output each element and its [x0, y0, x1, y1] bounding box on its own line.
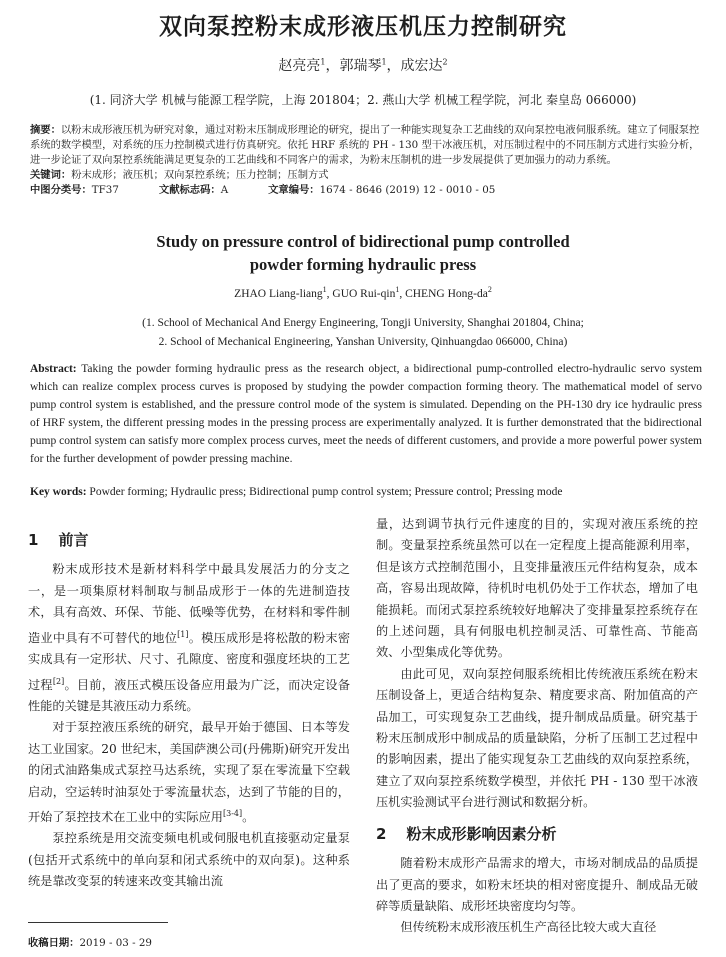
affiliation-en — [0, 314, 726, 352]
clc-label: 中图分类号： — [30, 184, 92, 196]
doc-code-value: A — [220, 184, 229, 196]
affiliation-en-line2: 2. School of Mechanical Engineering, Yanshan University, Qinhuangdao 066000, China) — [158, 336, 568, 348]
abstract-cn-label: 摘要： — [30, 124, 61, 136]
paragraph-text: 粉末成形技术是新材料科学中最具发展活力的分支之一，是一项集原材料制取与制品成形于一体的先进制造技术，具有高效、环保、节能、低噪等优势，在材料和零件制造业中具有不可替代的地位 — [28, 562, 350, 645]
abstract-cn-body — [30, 123, 700, 168]
author-cn: 赵亮亮 — [278, 58, 321, 74]
received-date — [28, 934, 152, 949]
abstract-cn — [30, 123, 700, 198]
keywords-en-label: Key words: — [30, 486, 87, 498]
paragraph: 由此可见，双向泵控伺服系统相比传统液压系统在粉末压制设备上，更适合结构复杂、精度要求高、附加值高的产品加工，可实现复杂工艺曲线，提升制成品质量。研究基于粉末压制成形中制成品的质量缺陷，分析了压制工艺过程中的影响因素，提出了能实现复杂工艺曲线的双向泵控系统，建立了双向泵控系统数学模型，并依托 PH - 130 型干冰液压机实验测试平台进行测试和数据分析。 — [376, 666, 698, 810]
paragraph: 量，达到调节执行元件速度的目的，实现对液压系统的控制。变量泵控系统虽然可以在一定程度上提高能源利用率，但是该方式控制范围小，且变排量液压元件结构复杂，成本高，容易出现故障，待机时电机仍处于工作状态，增加了电能损耗。而闭式泵控系统较好地解决了变排量泵控系统存在的上述问题，具有伺服电机控制灵活、可靠性高、节能高效、小型集成化等优势。 — [376, 517, 698, 660]
footnote-rule — [28, 922, 168, 923]
author-en: GUO Rui-qin — [332, 287, 396, 300]
keywords-en-text: Powder forming; Hydraulic press; Bidirectional pump control system; Pressure control; Pressing mode — [89, 486, 563, 498]
right-column — [376, 514, 698, 939]
section-number: 1 — [28, 531, 39, 549]
left-column — [28, 526, 350, 893]
abstract-en-label: Abstract: — [30, 363, 77, 375]
article-no-value: 1674 - 8646 (2019) 12 - 0010 - 05 — [319, 184, 496, 196]
paragraph — [28, 717, 350, 828]
received-value: 2019 - 03 - 29 — [79, 937, 152, 949]
authors-cn: 赵亮亮$^1$，郭瑞琴$^1$，成宏达$^2$ — [278, 57, 448, 74]
author-affil-sup: 1 — [320, 57, 326, 67]
paragraph-text: 。目前，液压式模压设备应用最为广泛，而决定设备性能的关键是其液压动力系统。 — [28, 677, 351, 713]
section-number: 2 — [376, 824, 387, 843]
clc-value: TF37 — [91, 184, 119, 196]
citation: [2] — [52, 676, 65, 686]
paragraph: 泵控系统是用交流变频电机或伺服电机直接驱动定量泵(包括开式系统中的单向泵和闭式系统中的双向泵)。这种系统是靠改变泵的转速来改变其输出流 — [28, 831, 350, 889]
abstract-en-text: Taking the powder forming hydraulic press as the research object, a bidirectional pump-controlled electro-hydraulic servo system which can realize complex process curves is proposed by studying the powder compaction forming theory. The mathematical model of servo pump control system is established, and the pressure control mode of the system is simulated. Depending on the PH-130 dry ice hydraulic press of HRF system, the different pressing modes in the pressing process are experimentally analyzed. It is further demonstrated that the bidirectional pump control system can satisfy more complex process curves, meet the needs of different customers, and provide a more powerful power system for the further development of powder pressing machine. — [30, 363, 703, 465]
author-affil-sup: 1 — [381, 57, 387, 67]
abstract-en — [30, 360, 702, 468]
title-en-line2: powder forming hydraulic press — [249, 255, 477, 274]
author-cn: 成宏达 — [400, 58, 443, 74]
citation: [1] — [177, 629, 189, 639]
author-affil-sup: 2 — [442, 57, 448, 67]
affiliation-cn: (1. 同济大学 机械与能源工程学院，上海 201804；2. 燕山大学 机械工程学院，河北 秦皇岛 066000) — [89, 93, 637, 107]
keywords-cn-text: 粉末成形；液压机；双向泵控系统；压力控制；压制方式 — [71, 169, 329, 181]
abstract-cn-text: 以粉末成形液压机为研究对象，通过对粉末压制成形理论的研究，提出了一种能实现复杂工艺曲线的双向泵控电液伺服系统。建立了伺服泵控系统的数学模型，对系统的压力控制模式进行仿真研究。依托 HRF 系统的 PH - 130 型干冰液压机，对压制过程中的不同压制方式进行实验分析，进一步论证了双向泵控系统能满足更复杂的工艺曲线和不同客户的需求，为粉末压制机的进一步发展提供了更加强力的动力系统。 — [30, 124, 700, 166]
section-title: 粉末成形影响因素分析 — [406, 824, 557, 843]
paragraph-text: 。模压成形是将松散的粉末密实成具有一定形状、尺寸、孔隙度、密度和强度坯块的工艺过程 — [28, 630, 351, 692]
author-affil-sup: 1 — [395, 285, 400, 294]
author-affil-sup: 1 — [322, 285, 327, 294]
title-en — [0, 230, 726, 276]
affiliation-en-line1: (1. School of Mechanical And Energy Engineering, Tongji University, Shanghai 201804, China; — [142, 317, 584, 329]
paragraph: 但传统粉末成形液压机生产高径比较大或大直径 — [400, 920, 657, 935]
keywords-cn-label: 关键词： — [30, 169, 72, 181]
paragraph-text: 。 — [242, 810, 255, 825]
authors-en: ZHAO Liang-liang$^1$, GUO Rui-qin$^1$, CHENG Hong-$da^2$ — [234, 285, 492, 300]
paragraph — [28, 559, 350, 717]
section-1-heading — [28, 530, 350, 551]
doc-code-label: 文献标志码： — [158, 184, 221, 196]
classification-row — [30, 183, 700, 198]
paragraph-text: 对于泵控液压系统的研究，最早开始于德国、日本等发达工业国家。20 世纪末，美国萨澳公司(丹佛斯)研究开发出的闭式油路集成式泵控马达系统，实现了泵在零流量下空载启动，空运转时油泵处于零流量状态，达到了节能的目的，开始了泵控技术在工业中的实际应用 — [28, 720, 350, 825]
author-en: ZHAO Liang-liang — [234, 287, 323, 300]
citation: [3-4] — [223, 809, 243, 818]
author-affil-sup: 2 — [487, 285, 492, 294]
keywords-cn — [30, 168, 700, 183]
author-cn: 郭瑞琴 — [339, 58, 382, 74]
article-no-label: 文章编号： — [268, 184, 320, 196]
title-cn: 双向泵控粉末成形液压机压力控制研究 — [159, 14, 567, 40]
section-2-heading — [376, 824, 698, 845]
received-label: 收稿日期： — [28, 937, 80, 949]
keywords-en — [30, 486, 710, 498]
author-en: CHENG Hong-da — [405, 287, 488, 300]
title-en-line1: Study on pressure control of bidirectional pump controlled — [156, 232, 570, 251]
paragraph: 随着粉末成形产品需求的增大，市场对制成品的品质提出了更高的要求，如粉末坯块的相对密度提升、制成品无破碎等质量缺陷、成形坯块密度均匀等。 — [376, 856, 698, 913]
section-title: 前言 — [58, 531, 89, 549]
